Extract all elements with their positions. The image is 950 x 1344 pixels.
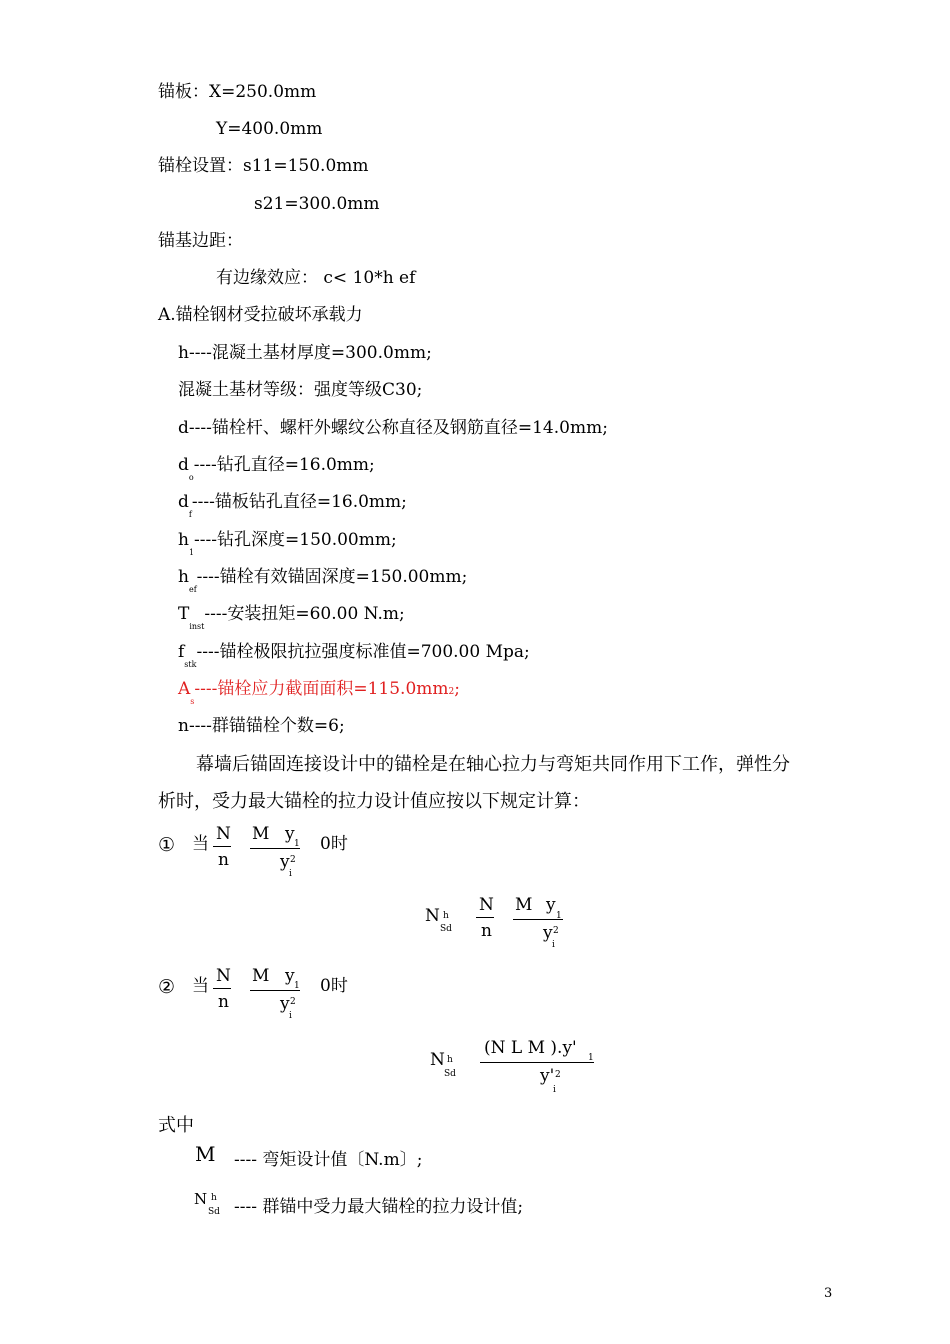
frac-y-sub: 1 <box>294 839 300 849</box>
nsd-h: h <box>447 1055 453 1065</box>
where-label: 式中 <box>158 1115 194 1136</box>
d0-text: ----钻孔直径=16.0mm; <box>193 455 375 475</box>
fraction-bar <box>480 1062 594 1063</box>
frac-M: M <box>252 824 270 844</box>
frac-M: M <box>252 966 270 986</box>
fstk-symbol: f <box>178 642 185 662</box>
d-line: d----锚栓杆、螺杆外螺纹公称直径及钢筋直径=14.0mm; <box>178 418 608 438</box>
frac-y-den-sq: 2 <box>290 997 296 1007</box>
f1-y-sub: 1 <box>556 911 562 921</box>
h1-subscript: 1 <box>188 548 195 557</box>
f1-y-den-sq: 2 <box>553 926 559 936</box>
anchor-plate-y-line: Y=400.0mm <box>216 119 323 139</box>
as-end: ; <box>454 679 460 699</box>
nsd-Sd: Sd <box>440 924 452 934</box>
bolt-setting-line: 锚栓设置：s11=150.0mm <box>158 156 369 176</box>
df-subscript: f <box>188 510 192 519</box>
d0-subscript: o <box>188 473 194 482</box>
frac-n: n <box>218 992 229 1012</box>
as-line <box>178 679 460 706</box>
f1-n: n <box>481 921 492 941</box>
as-superscript: 2 <box>448 687 455 697</box>
frac-y: y <box>285 966 295 986</box>
h1-symbol: h <box>178 530 189 550</box>
frac-N: N <box>216 966 231 986</box>
hef-symbol: h <box>178 567 189 587</box>
grade-line: 混凝土基材等级：强度等级C30; <box>178 380 423 400</box>
dang-label: 当 <box>192 834 209 854</box>
anchor-plate-line: 锚板：X=250.0mm <box>158 82 317 102</box>
m-symbol: M <box>195 1142 216 1166</box>
tinst-symbol: T <box>178 604 190 624</box>
frac-n: n <box>218 850 229 870</box>
h-line: h----混凝土基材厚度=300.0mm; <box>178 343 432 363</box>
page-number: 3 <box>824 1286 833 1301</box>
f2-numerator: (N L M ).y' <box>484 1038 577 1058</box>
nsd-N: N <box>430 1050 445 1070</box>
nsd-description: ---- 群锚中受力最大锚栓的拉力设计值; <box>234 1197 524 1217</box>
nsd-symbol: N <box>194 1190 208 1208</box>
fstk-line <box>178 642 530 669</box>
f1-y-den-i: i <box>552 940 555 950</box>
fraction-bar <box>250 848 300 849</box>
paragraph-line-1: 幕墙后锚固连接设计中的锚栓是在轴心拉力与弯矩共同作用下工作，弹性分 <box>196 754 790 775</box>
dang-label: 当 <box>192 976 209 996</box>
frac-y-den-i: i <box>289 1011 292 1021</box>
f2-num-sub: 1 <box>588 1053 594 1063</box>
circled-two: ② <box>158 976 176 998</box>
df-text: ----锚板钻孔直径=16.0mm; <box>191 492 407 512</box>
f2-den: y' <box>540 1066 555 1086</box>
frac-y: y <box>285 824 295 844</box>
fstk-text: ----锚栓极限抗拉强度标准值=700.00 Mpa; <box>196 642 530 662</box>
fraction-bar <box>213 846 231 847</box>
f1-M: M <box>515 895 533 915</box>
f1-N: N <box>479 895 494 915</box>
fraction-bar <box>250 990 300 991</box>
frac-y-den: y <box>280 994 290 1014</box>
fraction-bar <box>476 917 494 918</box>
edge-distance-line: 锚基边距： <box>158 231 243 251</box>
tinst-subscript: inst <box>189 622 205 631</box>
section-a-heading: A.锚栓钢材受拉破坏承载力 <box>158 305 363 325</box>
as-subscript: s <box>190 697 195 706</box>
nsd-N: N <box>425 906 440 926</box>
frac-N: N <box>216 824 231 844</box>
frac-y-den-i: i <box>289 869 292 879</box>
bolt-setting-s21-line: s21=300.0mm <box>254 194 380 214</box>
nsd-Sd: Sd <box>444 1069 456 1079</box>
hef-text: ----锚栓有效锚固深度=150.00mm; <box>196 567 468 587</box>
fraction-bar <box>213 988 231 989</box>
nsd-superscript: h <box>211 1193 217 1203</box>
n-line: n----群锚锚栓个数=6; <box>178 716 345 736</box>
zero-time: 0时 <box>320 976 348 996</box>
f1-y-den: y <box>543 923 553 943</box>
f2-den-i: i <box>553 1085 556 1095</box>
f2-den-sq: 2 <box>555 1070 561 1080</box>
f1-y: y <box>546 895 556 915</box>
h1-line <box>178 530 397 557</box>
as-symbol: A <box>178 679 191 699</box>
nsd-subscript: Sd <box>208 1207 220 1217</box>
d0-symbol: d <box>178 455 189 475</box>
tinst-line <box>178 604 405 631</box>
paragraph-line-2: 析时，受力最大锚栓的拉力设计值应按以下规定计算： <box>158 791 590 812</box>
circled-one: ① <box>158 834 176 856</box>
as-text: ----锚栓应力截面面积=115.0mm <box>194 679 449 699</box>
fstk-subscript: stk <box>184 660 197 669</box>
frac-y-sub: 1 <box>294 981 300 991</box>
hef-line <box>178 567 468 594</box>
hef-subscript: ef <box>188 585 197 594</box>
frac-y-den-sq: 2 <box>290 855 296 865</box>
d0-line <box>178 455 375 482</box>
m-description: ---- 弯矩设计值〔N.m〕; <box>234 1150 423 1170</box>
frac-y-den: y <box>280 852 290 872</box>
edge-effect-line: 有边缘效应： c< 10*h ef <box>216 268 416 288</box>
nsd-h: h <box>443 911 449 921</box>
zero-time: 0时 <box>320 834 348 854</box>
h1-text: ----钻孔深度=150.00mm; <box>194 530 397 550</box>
df-symbol: d <box>178 492 189 512</box>
tinst-text: ----安装扭矩=60.00 N.m; <box>204 604 405 624</box>
df-line <box>178 492 407 519</box>
